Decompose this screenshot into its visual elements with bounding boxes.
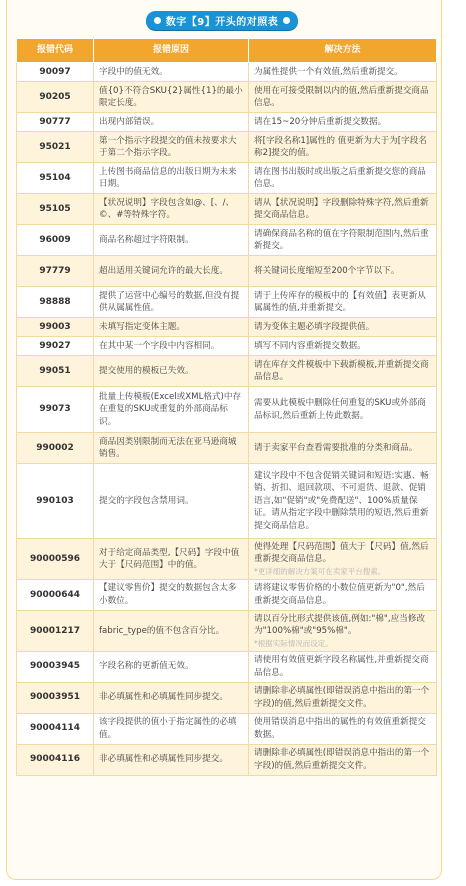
solution-text: 请为变体主题必填字段提供值。 xyxy=(254,321,375,332)
solution-cell xyxy=(249,464,437,539)
solution-cell xyxy=(249,651,437,682)
error-code-cell: 90097 xyxy=(17,63,94,82)
solution-text: 建议字段中不包含促销关键词和短语:实惠、畅销、折扣、退回款项、不可退货、退款、促销语言,如"促销"或"免费配送"、100%质量保证。请从指定字段中删除禁用的短语,然后重新提交商品信息。 xyxy=(254,470,429,531)
table-row xyxy=(17,287,437,318)
error-code-cell: 90004114 xyxy=(17,713,94,744)
solution-cell xyxy=(249,610,437,651)
table-row xyxy=(17,63,437,82)
error-code-cell: 98888 xyxy=(17,287,94,318)
error-code-cell: 90004116 xyxy=(17,744,94,775)
solution-text: 填写不同内容重新提交数据。 xyxy=(254,340,366,351)
error-reason-cell: 在其中某一个字段中内容相同。 xyxy=(94,337,249,356)
solution-text: 请在15~20分钟后重新提交数据。 xyxy=(254,116,387,127)
table-row xyxy=(17,464,437,539)
solution-cell xyxy=(249,256,437,287)
solution-cell xyxy=(249,713,437,744)
error-reason-cell: 非必填属性和必填属性同步提交。 xyxy=(94,682,249,713)
solution-cell xyxy=(249,318,437,337)
error-reason-cell: 提供了运营中心编号的数据,但没有提供从属属性值。 xyxy=(94,287,249,318)
solution-cell xyxy=(249,539,437,580)
table-title: 数字【9】开头的对照表 xyxy=(165,17,279,28)
error-reason-cell: 商品因类别限制而无法在亚马逊商城销售。 xyxy=(94,433,249,464)
table-row xyxy=(17,433,437,464)
error-code-cell: 95104 xyxy=(17,163,94,194)
table-row xyxy=(17,387,437,433)
error-reason-cell: 该字段提供的值小于指定属性的必填值。 xyxy=(94,713,249,744)
solution-text: 需要从此模板中删除任何重复的SKU或外部商品标识,然后重新上传此数据。 xyxy=(254,398,426,421)
table-row xyxy=(17,256,437,287)
solution-text: 请于上传库存的模板中的【有效值】表更新从属属性的值,并重新提交。 xyxy=(254,290,426,313)
error-reason-cell: 商品名称超过字符限制。 xyxy=(94,225,249,256)
error-code-cell: 99027 xyxy=(17,337,94,356)
solution-cell xyxy=(249,82,437,113)
solution-cell xyxy=(249,194,437,225)
error-code-cell: 90000644 xyxy=(17,579,94,610)
header-error-reason: 报错原因 xyxy=(94,39,249,63)
bullet-dot-icon xyxy=(154,17,161,24)
solution-cell xyxy=(249,132,437,163)
table-title-badge xyxy=(146,11,298,30)
solution-cell xyxy=(249,433,437,464)
solution-cell xyxy=(249,356,437,387)
solution-cell xyxy=(249,579,437,610)
error-code-cell: 95105 xyxy=(17,194,94,225)
table-row xyxy=(17,713,437,744)
solution-cell xyxy=(249,163,437,194)
error-reason-cell: 非必填属性和必填属性同步提交。 xyxy=(94,744,249,775)
error-code-card xyxy=(6,0,442,880)
error-reason-cell: 超出适用关键词允许的最大长度。 xyxy=(94,256,249,287)
error-reason-cell: 对于给定商品类型,【尺码】字段中值大于【尺码范围】中的值。 xyxy=(94,539,249,580)
solution-cell xyxy=(249,387,437,433)
error-code-cell: 90205 xyxy=(17,82,94,113)
error-reason-cell: 值{0}不符合SKU{2}属性{1}的最小限定长度。 xyxy=(94,82,249,113)
solution-text: 为属性提供一个有效值,然后重新提交。 xyxy=(254,66,403,77)
error-code-cell: 99003 xyxy=(17,318,94,337)
solution-text: 请将建议零售价格的小数位值更新为"0",然后重新提交商品信息。 xyxy=(254,583,425,606)
error-reason-cell: 出现内部错误。 xyxy=(94,113,249,132)
solution-cell xyxy=(249,337,437,356)
solution-text: 请以百分比形式提供该值,例如:"棉",应当修改为"100%棉"或"95%棉"。 xyxy=(254,613,425,637)
error-reason-cell: 字段中的值无效。 xyxy=(94,63,249,82)
error-code-cell: 90000596 xyxy=(17,539,94,580)
table-row xyxy=(17,194,437,225)
error-reason-cell: 提交的字段包含禁用词。 xyxy=(94,464,249,539)
error-code-table-wrapper xyxy=(16,38,436,776)
error-reason-cell: 【状况说明】字段包含如@、[、/、©、#等特殊字符。 xyxy=(94,194,249,225)
error-reason-cell: 批量上传模板(Excel或XML格式)中存在重复的SKU或重复的外部商品标识。 xyxy=(94,387,249,433)
solution-cell xyxy=(249,63,437,82)
error-code-cell: 99051 xyxy=(17,356,94,387)
header-solution: 解决方法 xyxy=(249,39,437,63)
table-row xyxy=(17,682,437,713)
error-code-cell: 95021 xyxy=(17,132,94,163)
table-row xyxy=(17,356,437,387)
error-code-cell: 96009 xyxy=(17,225,94,256)
error-code-table xyxy=(16,38,437,776)
table-row xyxy=(17,579,437,610)
solution-text: 请在库存文件模板中下载新模板,并重新提交商品信息。 xyxy=(254,359,429,382)
solution-text: 请删除非必填属性(即错误消息中指出的第一个字段)的值,然后重新提交文件。 xyxy=(254,686,430,709)
table-row xyxy=(17,744,437,775)
error-reason-cell: 第一个指示字段提交的值未按要求大于第二个指示字段。 xyxy=(94,132,249,163)
solution-cell xyxy=(249,682,437,713)
solution-cell xyxy=(249,113,437,132)
solution-cell xyxy=(249,287,437,318)
bullet-dot-icon xyxy=(283,17,290,24)
solution-text: 请删除非必填属性(即错误消息中指出的第一个字段)的值,然后重新提交文件。 xyxy=(254,748,430,771)
error-code-cell: 99073 xyxy=(17,387,94,433)
solution-text: 请使用有效值更新字段名称属性,并重新提交商品信息。 xyxy=(254,655,429,678)
solution-text: 请在图书出版时或出版之后重新提交您的商品信息。 xyxy=(254,166,426,189)
solution-text: 请从【状况说明】字段删除特殊字符,然后重新提交商品信息。 xyxy=(254,197,429,220)
error-reason-cell: fabric_type的值不包含百分比。 xyxy=(94,610,249,651)
error-code-cell: 90001217 xyxy=(17,610,94,651)
solution-text: 使用在可接受限制以内的值,然后重新提交商品信息。 xyxy=(254,85,429,108)
error-code-cell: 90003945 xyxy=(17,651,94,682)
solution-text: 将[字段名称1]属性的 值更新为大于为[字段名称2]提交的值。 xyxy=(254,135,427,158)
error-reason-cell: 【建议零售价】提交的数据包含太多小数位。 xyxy=(94,579,249,610)
error-reason-cell: 未填写指定变体主题。 xyxy=(94,318,249,337)
table-row xyxy=(17,337,437,356)
solution-note: *根据实际情况而设定。 xyxy=(254,638,333,648)
table-row xyxy=(17,113,437,132)
table-header-row xyxy=(17,39,437,63)
solution-text: 将关键词长度缩短至200个字节以下。 xyxy=(254,265,400,276)
table-row xyxy=(17,163,437,194)
table-row xyxy=(17,132,437,163)
header-error-code: 报错代码 xyxy=(17,39,94,63)
table-row xyxy=(17,225,437,256)
solution-text: 使用错误消息中指出的属性的有效值重新提交数据。 xyxy=(254,717,426,740)
error-reason-cell: 上传图书商品信息的出版日期为未来日期。 xyxy=(94,163,249,194)
error-code-cell: 90777 xyxy=(17,113,94,132)
solution-text: 请于卖家平台查看需要批准的分类和商品。 xyxy=(254,442,418,453)
error-reason-cell: 提交使用的模板已失效。 xyxy=(94,356,249,387)
solution-text: 请确保商品名称的值在字符限制范围内,然后重新提交。 xyxy=(254,228,429,251)
solution-note: *更详细的解决方案可在卖家平台搜索。 xyxy=(254,566,386,576)
error-reason-cell: 字段名称的更新值无效。 xyxy=(94,651,249,682)
table-row xyxy=(17,651,437,682)
error-code-cell: 90003951 xyxy=(17,682,94,713)
error-code-cell: 990103 xyxy=(17,464,94,539)
table-row xyxy=(17,318,437,337)
solution-cell xyxy=(249,225,437,256)
solution-text: 使得处理【尺码范围】值大于【尺码】值,然后重新提交商品信息。 xyxy=(254,542,429,565)
solution-cell xyxy=(249,744,437,775)
table-row xyxy=(17,539,437,580)
error-code-cell: 97779 xyxy=(17,256,94,287)
table-row xyxy=(17,610,437,651)
table-row xyxy=(17,82,437,113)
error-code-cell: 990002 xyxy=(17,433,94,464)
